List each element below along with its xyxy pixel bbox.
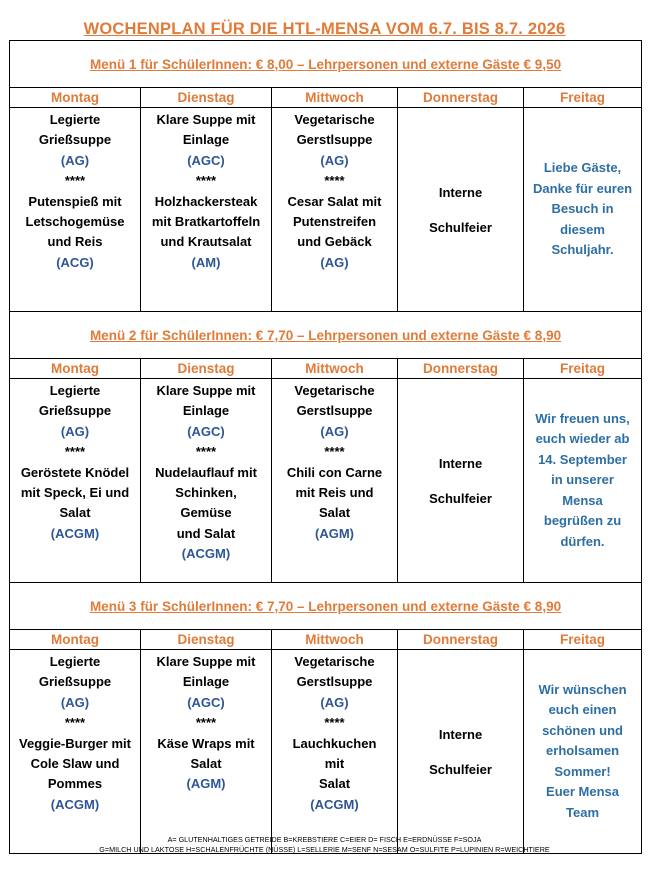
menu-plan-table (9, 40, 642, 854)
menu-content-row (10, 379, 642, 583)
farewell-text: Wir wünschen (538, 682, 627, 698)
farewell-text: dürfen. (560, 533, 605, 549)
soup-allergens: (AG) (60, 423, 90, 439)
dish-cell-freitag (524, 108, 642, 312)
main-dish-text: und Gebäck (297, 234, 372, 250)
farewell-text: begrüßen zu (543, 513, 622, 529)
course-separator: **** (195, 715, 217, 731)
main-dish-text: Salat (59, 505, 91, 521)
dish-cell-donnerstag (398, 108, 524, 312)
farewell-text: Danke für euren (533, 180, 633, 196)
menu-header-row (10, 312, 642, 359)
farewell-text: in unserer (551, 472, 614, 488)
main-dish-text: Salat (190, 756, 222, 772)
farewell-text: Team (566, 804, 600, 820)
allergen-legend-line-1: A= GLUTENHALTIGES GETREIDE B=KREBSTIERE C=EIER D= FISCH E=ERDNÜSSE F=SOJA (167, 835, 482, 844)
closed-notice-text: Schulfeier (429, 490, 492, 506)
main-dish-text: Holzhackersteak (154, 193, 258, 209)
farewell-text: Liebe Gäste, (543, 160, 622, 176)
day-header-row (10, 359, 642, 379)
farewell-text: euch wieder ab (535, 431, 630, 447)
soup-text: Gerstlsuppe (296, 674, 373, 690)
main-dish-allergens: (AGM) (186, 776, 226, 792)
main-dish-allergens: (ACGM) (50, 796, 100, 812)
menu-content-row (10, 108, 642, 312)
main-dish-text: Veggie-Burger mit (19, 735, 131, 751)
main-dish-text: Salat (318, 776, 351, 792)
main-dish-text: Cesar Salat mit (287, 193, 382, 209)
menu-content-row (10, 650, 642, 854)
dish-cell-mittwoch (272, 379, 398, 583)
main-dish-text: mit Bratkartoffeln (151, 214, 261, 230)
farewell-text: Schuljahr. (551, 242, 614, 258)
farewell-text: diesem (560, 221, 605, 237)
main-dish-text: Letschogemüse (25, 214, 125, 230)
day-header-dienstag: Dienstag (141, 359, 272, 379)
course-separator: **** (64, 173, 86, 189)
farewell-text: euch einen (548, 702, 617, 718)
soup-allergens: (AGC) (187, 152, 225, 168)
farewell-text: Euer Mensa (546, 784, 620, 800)
main-dish-text: Lauchkuchen (292, 735, 377, 751)
page-title: WOCHENPLAN FÜR DIE HTL-MENSA VOM 6.7. BIS 8.7. 2026 (83, 20, 566, 38)
main-dish-allergens: (ACGM) (181, 546, 231, 562)
main-dish-text: Gemüse (180, 505, 232, 521)
day-header-mittwoch: Mittwoch (272, 630, 398, 650)
farewell-text: Besuch in (551, 201, 614, 217)
course-separator: **** (64, 444, 86, 460)
day-header-donnerstag: Donnerstag (398, 88, 524, 108)
day-header-dienstag: Dienstag (141, 88, 272, 108)
course-separator: **** (324, 173, 345, 189)
soup-text: Einlage (182, 403, 230, 419)
soup-text: Klare Suppe mit (156, 112, 256, 127)
dish-cell-montag (10, 650, 141, 854)
dish-cell-freitag (524, 650, 642, 854)
closed-notice-text: Schulfeier (429, 219, 492, 235)
main-dish-allergens: (ACGM) (50, 525, 100, 541)
soup-text: Legierte (49, 383, 101, 398)
farewell-text: Sommer! (554, 763, 611, 779)
course-separator: **** (64, 715, 86, 731)
soup-text: Einlage (182, 674, 230, 690)
soup-allergens: (AG) (60, 694, 90, 710)
dish-cell-mittwoch (272, 108, 398, 312)
menu-title: Menü 1 für SchülerInnen: € 8,00 – Lehrpersonen und externe Gäste € 9,50 (10, 41, 642, 88)
soup-text: Legierte (49, 654, 101, 669)
day-header-mittwoch: Mittwoch (272, 88, 398, 108)
day-header-freitag: Freitag (524, 630, 642, 650)
main-dish-text: Geröstete Knödel (20, 464, 130, 480)
soup-text: Klare Suppe mit (156, 383, 256, 398)
dish-cell-dienstag (141, 650, 272, 854)
main-dish-text: und Reis (47, 234, 103, 250)
soup-allergens: (AGC) (187, 423, 225, 439)
dish-cell-donnerstag (398, 650, 524, 854)
day-header-mittwoch: Mittwoch (272, 359, 398, 379)
course-separator: **** (324, 444, 345, 460)
soup-text: Klare Suppe mit (156, 654, 256, 669)
main-dish-text: Putenspieß mit (28, 193, 122, 209)
menu-header-row (10, 583, 642, 630)
allergen-legend (0, 835, 649, 855)
soup-allergens: (AG) (320, 423, 349, 439)
main-dish-text: Schinken, (175, 485, 237, 501)
soup-allergens: (AG) (320, 152, 349, 168)
soup-allergens: (AGC) (187, 694, 225, 710)
main-dish-text: und Krautsalat (160, 234, 252, 250)
farewell-text: schönen und (542, 722, 623, 738)
soup-text: Einlage (182, 132, 230, 148)
dish-cell-dienstag (141, 379, 272, 583)
closed-notice-text: Interne (438, 455, 483, 471)
dish-cell-montag (10, 108, 141, 312)
dish-cell-montag (10, 379, 141, 583)
course-separator: **** (195, 173, 217, 189)
day-header-donnerstag: Donnerstag (398, 359, 524, 379)
soup-allergens: (AG) (60, 152, 90, 168)
farewell-text: Mensa (562, 492, 603, 508)
farewell-text: Wir freuen uns, (535, 411, 630, 427)
main-dish-text: Nudelauflauf mit (155, 464, 257, 480)
main-dish-allergens: (AGM) (315, 525, 354, 541)
main-dish-text: Salat (318, 505, 351, 521)
day-header-freitag: Freitag (524, 359, 642, 379)
main-dish-text: Cole Slaw und (30, 756, 120, 772)
main-dish-text: Pommes (47, 776, 103, 792)
closed-notice-text: Interne (438, 184, 483, 200)
allergen-legend-line-2: G=MILCH UND LAKTOSE H=SCHALENFRÜCHTE (NÜSSE) L=SELLERIE M=SENF N=SESAM O=SULFITE P=LUPINIEN R=WEICHTIERE (99, 845, 550, 854)
day-header-montag: Montag (10, 88, 141, 108)
soup-text: Grießsuppe (38, 674, 112, 690)
soup-text: Grießsuppe (38, 132, 112, 148)
main-dish-allergens: (ACGM) (310, 796, 359, 812)
course-separator: **** (324, 715, 345, 731)
dish-cell-dienstag (141, 108, 272, 312)
dish-cell-mittwoch (272, 650, 398, 854)
menu-title: Menü 2 für SchülerInnen: € 7,70 – Lehrpersonen und externe Gäste € 8,90 (10, 312, 642, 359)
soup-text: Legierte (49, 112, 101, 127)
menu-header-row (10, 41, 642, 88)
day-header-montag: Montag (10, 630, 141, 650)
main-dish-text: und Salat (176, 525, 236, 541)
main-dish-text: Chili con Carne (286, 464, 383, 480)
dish-cell-freitag (524, 379, 642, 583)
main-dish-allergens: (AM) (191, 254, 221, 270)
day-header-row (10, 88, 642, 108)
day-header-dienstag: Dienstag (141, 630, 272, 650)
main-dish-text: mit Speck, Ei und (20, 485, 130, 501)
main-dish-text: mit (324, 756, 345, 772)
soup-text: Grießsuppe (38, 403, 112, 419)
soup-text: Vegetarische (294, 654, 375, 669)
soup-text: Gerstlsuppe (296, 403, 373, 419)
menu-title: Menü 3 für SchülerInnen: € 7,70 – Lehrpersonen und externe Gäste € 8,90 (10, 583, 642, 630)
soup-text: Gerstlsuppe (296, 132, 373, 148)
soup-text: Vegetarische (294, 112, 375, 127)
farewell-text: 14. September (538, 451, 627, 467)
soup-allergens: (AG) (320, 694, 349, 710)
dish-cell-donnerstag (398, 379, 524, 583)
day-header-freitag: Freitag (524, 88, 642, 108)
closed-notice-text: Interne (438, 726, 483, 742)
day-header-donnerstag: Donnerstag (398, 630, 524, 650)
main-dish-text: Käse Wraps mit (157, 735, 255, 751)
day-header-row (10, 630, 642, 650)
main-dish-text: Putenstreifen (292, 214, 377, 230)
main-dish-allergens: (AG) (320, 254, 349, 270)
main-dish-allergens: (ACG) (56, 254, 94, 270)
closed-notice-text: Schulfeier (429, 761, 492, 777)
farewell-text: erholsamen (546, 743, 620, 759)
main-dish-text: mit Reis und (295, 485, 374, 501)
day-header-montag: Montag (10, 359, 141, 379)
soup-text: Vegetarische (294, 383, 375, 398)
course-separator: **** (195, 444, 217, 460)
